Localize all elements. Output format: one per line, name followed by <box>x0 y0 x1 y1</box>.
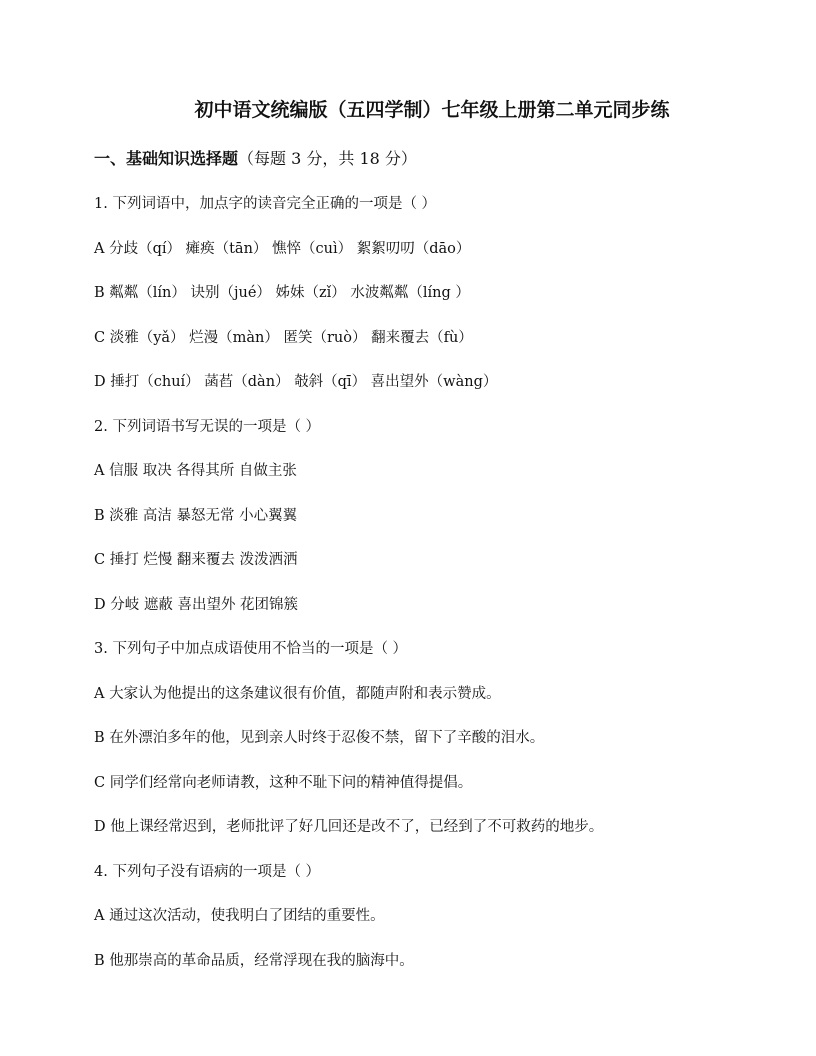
answer-option-d: D 分岐 遮蔽 喜出望外 花团锦簇 <box>94 596 299 613</box>
section-heading-text: 一、基础知识选择题 <box>94 149 239 168</box>
question-3 <box>94 637 746 839</box>
question-2 <box>94 415 746 617</box>
section-heading <box>94 147 746 171</box>
answer-option-a: A 信服 取决 各得其所 自做主张 <box>94 463 297 479</box>
question-stem: 3. 下列句子中加点成语使用不恰当的一项是（ ） <box>94 641 408 657</box>
answer-option-b: B 在外漂泊多年的他，见到亲人时终于忍俊不禁，留下了辛酸的泪水。 <box>94 730 545 746</box>
question-stem: 2. 下列词语书写无误的一项是（ ） <box>94 418 321 435</box>
question-stem: 1. 下列词语中，加点字的读音完全正确的一项是（ ） <box>94 196 437 212</box>
section-heading-note: （每题 3 分，共 18 分） <box>238 149 417 168</box>
answer-option-b: B 淡雅 高洁 暴怒无常 小心翼翼 <box>94 507 298 524</box>
document-title: 初中语文统编版（五四学制）七年级上册第二单元同步练 <box>194 99 670 121</box>
answer-option-a: A 分歧（qí） 瘫痪（tān） 憔悴（cuì） 絮絮叨叨（dāo） <box>94 240 471 257</box>
answer-option-b: B 粼粼（lín） 诀别（jué） 姊妹（zǐ） 水波粼粼（líng ） <box>94 285 470 301</box>
answer-option-d: D 捶打（chuí） 菡萏（dàn） 攲斜（qī） 喜出望外（wàng） <box>94 374 498 390</box>
answer-option-d: D 他上课经常迟到，老师批评了好几回还是改不了，已经到了不可救药的地步。 <box>94 819 604 835</box>
question-stem: 4. 下列句子没有语病的一项是（ ） <box>94 863 321 880</box>
answer-option-c: C 淡雅（yǎ） 烂漫（màn） 匿笑（ruò） 翻来覆去（fù） <box>94 329 473 346</box>
question-1 <box>94 192 746 394</box>
question-4 <box>94 860 746 973</box>
answer-option-a: A 大家认为他提出的这条建议很有价值，都随声附和表示赞成。 <box>94 685 501 702</box>
answer-option-b: B 他那崇高的革命品质，经常浮现在我的脑海中。 <box>94 952 414 969</box>
answer-option-c: C 捶打 烂慢 翻来覆去 泼泼洒洒 <box>94 552 298 568</box>
answer-option-c: C 同学们经常向老师请教，这种不耻下问的精神值得提倡。 <box>94 774 473 791</box>
answer-option-a: A 通过这次活动，使我明白了团结的重要性。 <box>94 908 385 924</box>
